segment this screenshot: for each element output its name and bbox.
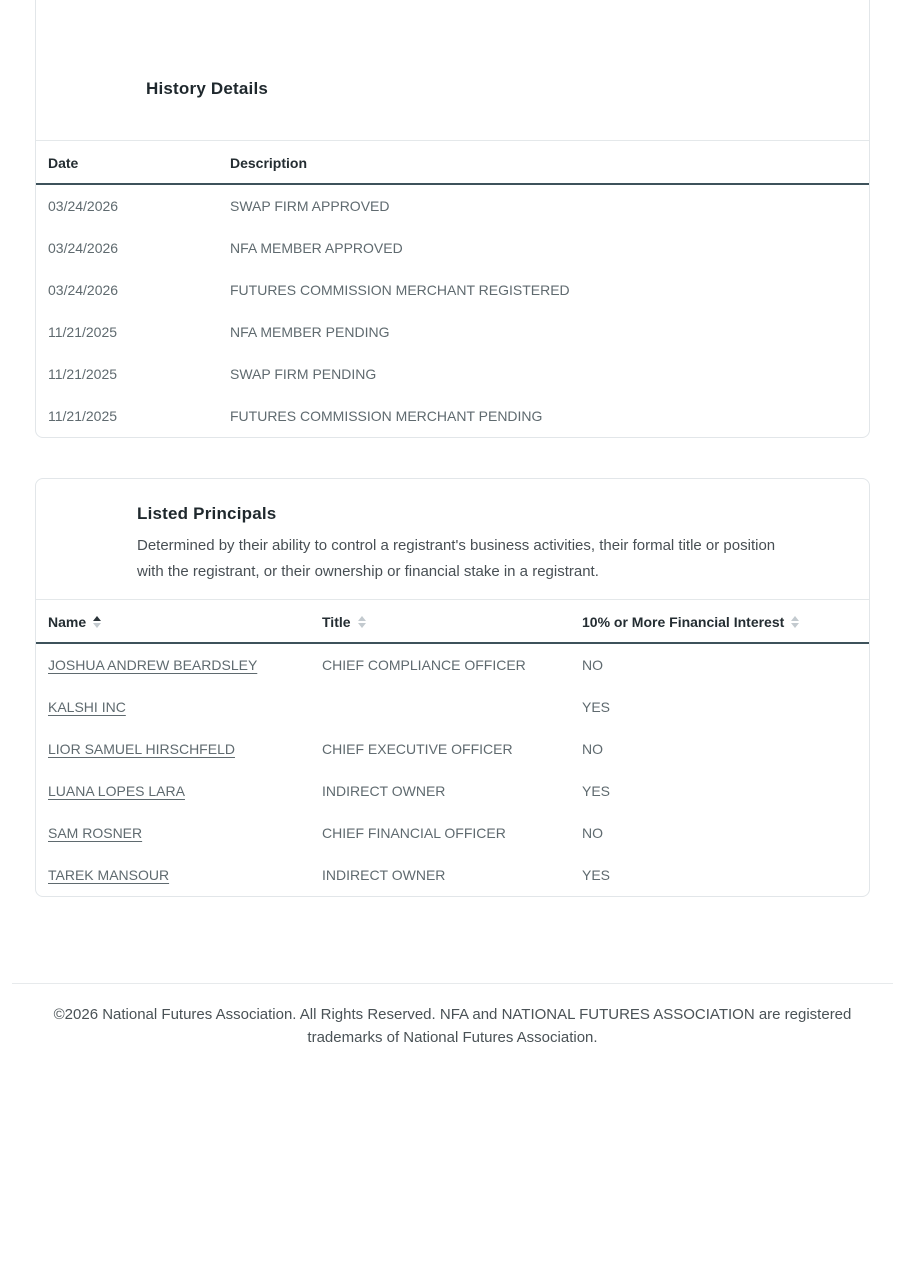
history-description-cell: NFA MEMBER APPROVED (230, 240, 403, 256)
principal-interest-cell: NO (582, 657, 603, 673)
principal-name-link[interactable]: TAREK MANSOUR (48, 867, 170, 883)
principal-row (36, 643, 869, 686)
history-date-cell: 11/21/2025 (48, 366, 118, 382)
principal-row (36, 812, 869, 854)
principal-name-link[interactable]: LIOR SAMUEL HIRSCHFELD (48, 741, 235, 757)
footer-copyright: ©2026 National Futures Association. All Rights Reserved. NFA and NATIONAL FUTURES ASSOCIATION are registered trademarks of National Futures Association. (53, 1006, 852, 1046)
history-table-body (36, 184, 869, 437)
listed-principals-header (36, 479, 869, 599)
principal-name-cell[interactable] (36, 686, 310, 728)
history-header-description: Description (218, 141, 869, 185)
principal-row (36, 770, 869, 812)
history-date-cell: 03/24/2026 (48, 198, 119, 214)
footer-divider (12, 983, 893, 984)
sort-icon (358, 616, 366, 628)
principal-title-cell: INDIRECT OWNER (322, 867, 446, 883)
principal-row (36, 728, 869, 770)
principal-name-cell[interactable] (36, 643, 310, 686)
principal-name-cell[interactable] (36, 854, 310, 896)
history-row (36, 311, 869, 353)
principal-title-cell (310, 686, 570, 728)
history-description-cell: FUTURES COMMISSION MERCHANT REGISTERED (230, 282, 570, 298)
principal-interest-cell: YES (582, 867, 611, 883)
sort-icon (791, 616, 799, 628)
history-date-cell: 11/21/2025 (48, 324, 118, 340)
principals-table (36, 599, 869, 896)
history-row (36, 353, 869, 395)
principals-header-interest-label: 10% or More Financial Interest (582, 614, 785, 630)
history-details-title: History Details (146, 79, 269, 98)
principal-name-cell[interactable] (36, 770, 310, 812)
history-row (36, 227, 869, 269)
listed-principals-title: Listed Principals (137, 504, 277, 523)
history-details-header (36, 0, 869, 140)
principal-interest-cell: YES (582, 783, 611, 799)
principal-title-cell: CHIEF COMPLIANCE OFFICER (322, 657, 526, 673)
principals-header-title[interactable] (310, 600, 570, 644)
history-date-cell: 03/24/2026 (48, 282, 119, 298)
principal-interest-cell: YES (582, 699, 611, 715)
principal-name-link[interactable]: SAM ROSNER (48, 825, 143, 841)
principal-title-cell: CHIEF FINANCIAL OFFICER (322, 825, 506, 841)
principal-title-cell: CHIEF EXECUTIVE OFFICER (322, 741, 513, 757)
principal-row (36, 854, 869, 896)
listed-principals-description: Determined by their ability to control a registrant's business activities, their formal title or position with the registrant, or their ownership or financial stake in a registrant. (137, 537, 776, 580)
history-row (36, 184, 869, 227)
principals-table-body (36, 643, 869, 896)
principal-name-link[interactable]: JOSHUA ANDREW BEARDSLEY (48, 657, 258, 673)
history-row (36, 269, 869, 311)
principal-name-link[interactable]: LUANA LOPES LARA (48, 783, 185, 799)
history-table (36, 140, 869, 437)
principals-header-title-label: Title (322, 614, 351, 630)
principal-name-link[interactable]: KALSHI INC (48, 699, 126, 715)
sort-icon (93, 616, 101, 628)
principal-interest-cell: NO (582, 741, 603, 757)
history-details-card (35, 0, 870, 438)
history-description-cell: SWAP FIRM PENDING (230, 366, 377, 382)
history-date-cell: 11/21/2025 (48, 408, 118, 424)
principal-name-cell[interactable] (36, 812, 310, 854)
principals-header-row (36, 600, 869, 644)
principal-name-cell[interactable] (36, 728, 310, 770)
principal-row (36, 686, 869, 728)
principals-header-name-label: Name (48, 614, 87, 630)
history-header-date: Date (36, 141, 218, 185)
principals-header-name[interactable] (36, 600, 310, 644)
history-date-cell: 03/24/2026 (48, 240, 119, 256)
history-description-cell: NFA MEMBER PENDING (230, 324, 390, 340)
history-row (36, 395, 869, 437)
principals-header-interest[interactable] (570, 600, 869, 644)
principal-interest-cell: NO (582, 825, 603, 841)
principal-title-cell: INDIRECT OWNER (322, 783, 446, 799)
history-description-cell: FUTURES COMMISSION MERCHANT PENDING (230, 408, 543, 424)
history-header-row (36, 141, 869, 185)
history-description-cell: SWAP FIRM APPROVED (230, 198, 390, 214)
listed-principals-card (35, 478, 870, 897)
